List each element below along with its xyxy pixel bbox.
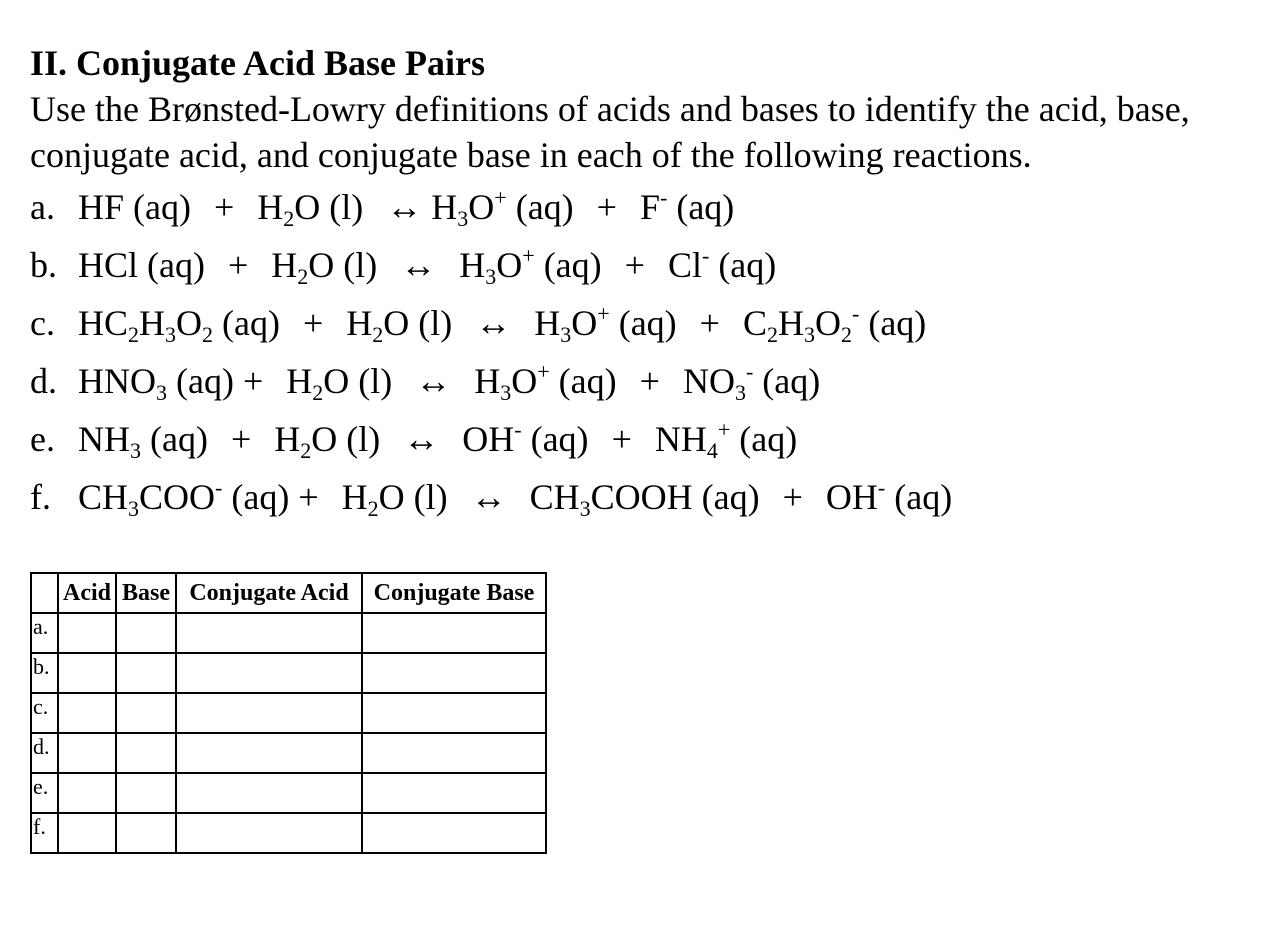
header-acid: Acid <box>58 573 116 613</box>
reaction-label: f. <box>30 477 51 517</box>
reaction-a: a. HF $(aq) + H_2O$ (l) ↔ $H_3O^+$ (aq) + F- (aq) <box>30 178 1265 236</box>
answer-cell-base[interactable] <box>116 653 176 693</box>
table-row <box>31 693 546 733</box>
header-conjugate-acid: Conjugate Acid <box>176 573 362 613</box>
table-row <box>31 733 546 773</box>
answer-cell-conjugate-acid[interactable] <box>176 813 362 853</box>
answer-cell-base[interactable] <box>116 613 176 653</box>
header-base: Base <box>116 573 176 613</box>
answer-cell-conjugate-base[interactable] <box>362 773 546 813</box>
answer-cell-acid[interactable] <box>58 693 116 733</box>
reaction-label: d. <box>30 361 57 401</box>
reaction-d: d. $HNO_3$ $(aq) + H_2O$ (l) ↔ $H_3O^+$ $(aq) + NO_3^-$ (aq) <box>30 352 1265 410</box>
reaction-f: f. $CH_3COO^-$ $(aq) + H_2O$ (l) ↔ $CH_3COOH$ (aq) + OH- (aq) <box>30 468 1265 526</box>
answer-cell-base[interactable] <box>116 813 176 853</box>
answer-cell-acid[interactable] <box>58 733 116 773</box>
row-label: d. <box>31 733 58 773</box>
answer-cell-acid[interactable] <box>58 613 116 653</box>
answer-cell-conjugate-acid[interactable] <box>176 733 362 773</box>
answer-cell-conjugate-acid[interactable] <box>176 693 362 733</box>
reaction-b: b. HCl $(aq) + H_2O$ (l) ↔ $H_3O^+$ (aq) + Cl- (aq) <box>30 236 1265 294</box>
answer-cell-base[interactable] <box>116 693 176 733</box>
row-label: f. <box>31 813 58 853</box>
section-title: II. Conjugate Acid Base Pairs <box>30 43 486 83</box>
reaction-label: a. <box>30 187 55 227</box>
row-label: b. <box>31 653 58 693</box>
answer-cell-base[interactable] <box>116 733 176 773</box>
answer-cell-conjugate-acid[interactable] <box>176 653 362 693</box>
row-label: c. <box>31 693 58 733</box>
answer-cell-conjugate-base[interactable] <box>362 653 546 693</box>
answer-cell-conjugate-acid[interactable] <box>176 773 362 813</box>
table-row <box>31 773 546 813</box>
row-label: e. <box>31 773 58 813</box>
reaction-label: b. <box>30 245 57 285</box>
answer-cell-base[interactable] <box>116 773 176 813</box>
table-row <box>31 813 546 853</box>
reaction-e: e. $NH_3$ $(aq) + H_2O$ (l) ↔ OH- $(aq) + NH_4^+$ (aq) <box>30 410 1265 468</box>
reaction-label: e. <box>30 419 55 459</box>
reaction-c: c. $HC_2H_3O_2$ $(aq) + H_2O$ (l) ↔ $H_3O^+$ $(aq) + C_2H_3O_2^-$ (aq) <box>30 294 1265 352</box>
answer-cell-conjugate-base[interactable] <box>362 733 546 773</box>
table-header-row <box>31 573 546 613</box>
answer-cell-acid[interactable] <box>58 773 116 813</box>
corner-cell <box>31 573 58 613</box>
answer-cell-acid[interactable] <box>58 813 116 853</box>
table-row <box>31 653 546 693</box>
answer-cell-conjugate-base[interactable] <box>362 693 546 733</box>
table-row <box>31 613 546 653</box>
answer-cell-conjugate-acid[interactable] <box>176 613 362 653</box>
instructions-text: Use the Brønsted-Lowry definitions of acids and bases to identify the acid, base, conjugate acid, and conjugate base in each of the following reactions. <box>30 89 1190 175</box>
answer-cell-conjugate-base[interactable] <box>362 813 546 853</box>
row-label: a. <box>31 613 58 653</box>
header-conjugate-base: Conjugate Base <box>362 573 546 613</box>
answer-cell-acid[interactable] <box>58 653 116 693</box>
worksheet-section <box>30 40 1265 526</box>
answer-table <box>30 572 547 854</box>
reaction-label: c. <box>30 303 55 343</box>
answer-cell-conjugate-base[interactable] <box>362 613 546 653</box>
